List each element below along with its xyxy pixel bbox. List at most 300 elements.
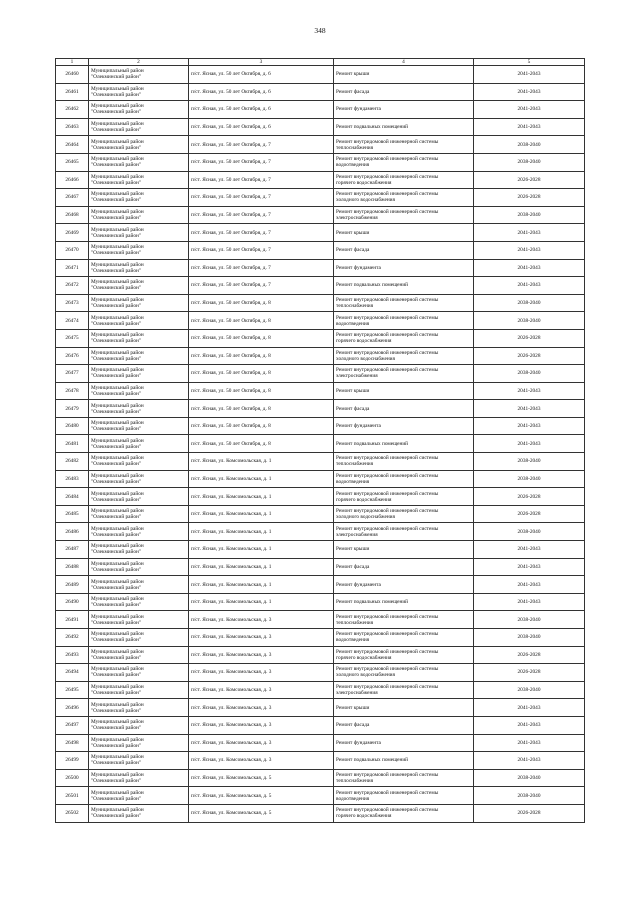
work-type-cell: [334, 787, 474, 805]
municipality-line: Муниципальный район: [91, 384, 144, 391]
municipality-cell: [89, 611, 189, 629]
municipality-cell: [89, 66, 189, 84]
municipality-line: "Олекминский район": [91, 531, 141, 538]
address-cell: п/ст. Ясная, ул. 50 лет Октября, д. 8: [189, 400, 334, 418]
work-type-cell: [334, 716, 474, 734]
municipality-cell: [89, 523, 189, 541]
table-row: [56, 523, 585, 541]
municipality-line: "Олекминский район": [91, 267, 141, 274]
row-number: 26483: [56, 470, 89, 488]
municipality-line: "Олекминский район": [91, 285, 141, 292]
address-cell: п/ст. Ясная, ул. 50 лет Октября, д. 8: [189, 329, 334, 347]
row-number: 26502: [56, 804, 89, 822]
municipality-line: Муниципальный район: [91, 754, 144, 761]
address-cell: п/ст. Ясная, ул. 50 лет Октября, д. 7: [189, 153, 334, 171]
table-row: [56, 769, 585, 787]
work-type-cell: [334, 523, 474, 541]
term-cell: 2038-2040: [474, 611, 585, 629]
work-type-line: теплоснабжения: [336, 778, 374, 785]
work-type-cell: [334, 329, 474, 347]
row-number: 26492: [56, 629, 89, 647]
table-row: [56, 329, 585, 347]
municipality-line: "Олекминский район": [91, 778, 141, 785]
municipality-cell: [89, 435, 189, 453]
work-type-line: Ремонт фасада: [336, 405, 370, 412]
work-type-line: теплоснабжения: [336, 303, 374, 310]
work-type-cell: [334, 488, 474, 506]
row-number: 26496: [56, 699, 89, 717]
municipality-line: Муниципальный район: [91, 244, 144, 251]
municipality-cell: [89, 189, 189, 207]
term-cell: 2041-2043: [474, 734, 585, 752]
work-type-line: горячего водоснабжения: [336, 496, 392, 503]
work-type-line: водоотведения: [336, 478, 370, 485]
table-row: [56, 611, 585, 629]
work-type-line: Ремонт подвальных помещений: [336, 757, 408, 764]
address-cell: п/ст. Ясная, ул. 50 лет Октября, д. 6: [189, 101, 334, 119]
table-row: [56, 101, 585, 119]
municipality-cell: [89, 629, 189, 647]
row-number: 26487: [56, 541, 89, 559]
work-type-line: электроснабжения: [336, 531, 378, 538]
row-number: 26462: [56, 101, 89, 119]
work-type-cell: [334, 699, 474, 717]
municipality-line: Муниципальный район: [91, 279, 144, 286]
work-type-line: горячего водоснабжения: [336, 654, 392, 661]
row-number: 26497: [56, 716, 89, 734]
term-cell: 2041-2043: [474, 224, 585, 242]
column-header: 2: [89, 59, 189, 66]
row-number: 26498: [56, 734, 89, 752]
address-cell: п/ст. Ясная, ул. Комсомольская, д. 1: [189, 505, 334, 523]
municipality-line: "Олекминский район": [91, 813, 141, 820]
term-cell: 2038-2040: [474, 629, 585, 647]
address-cell: п/ст. Ясная, ул. Комсомольская, д. 1: [189, 558, 334, 576]
row-number: 26501: [56, 787, 89, 805]
municipality-line: Муниципальный район: [91, 156, 144, 163]
municipality-line: "Олекминский район": [91, 179, 141, 186]
municipality-cell: [89, 576, 189, 594]
work-type-line: водоотведения: [336, 320, 370, 327]
address-cell: п/ст. Ясная, ул. 50 лет Октября, д. 7: [189, 224, 334, 242]
table-row: [56, 576, 585, 594]
term-cell: 2041-2043: [474, 576, 585, 594]
row-number: 26461: [56, 83, 89, 101]
municipality-line: "Олекминский район": [91, 566, 141, 573]
municipality-line: "Олекминский район": [91, 215, 141, 222]
address-cell: п/ст. Ясная, ул. Комсомольская, д. 3: [189, 752, 334, 770]
address-cell: п/ст. Ясная, ул. Комсомольская, д. 3: [189, 611, 334, 629]
term-cell: 2041-2043: [474, 277, 585, 295]
work-type-cell: [334, 241, 474, 259]
municipality-line: Муниципальный район: [91, 455, 144, 462]
municipality-line: Муниципальный район: [91, 631, 144, 638]
address-cell: п/ст. Ясная, ул. Комсомольская, д. 3: [189, 664, 334, 682]
address-cell: п/ст. Ясная, ул. Комсомольская, д. 1: [189, 453, 334, 471]
term-cell: 2041-2043: [474, 259, 585, 277]
address-cell: п/ст. Ясная, ул. Комсомольская, д. 1: [189, 470, 334, 488]
municipality-line: Муниципальный район: [91, 578, 144, 585]
address-cell: п/ст. Ясная, ул. Комсомольская, д. 3: [189, 699, 334, 717]
work-type-cell: [334, 541, 474, 559]
row-number: 26476: [56, 347, 89, 365]
table-row: [56, 593, 585, 611]
work-type-cell: [334, 153, 474, 171]
table-row: [56, 787, 585, 805]
work-type-line: Ремонт внутридомовой инженерной системы: [336, 332, 439, 339]
municipality-line: Муниципальный район: [91, 367, 144, 374]
work-type-line: Ремонт внутридомовой инженерной системы: [336, 209, 439, 216]
municipality-line: "Олекминский район": [91, 742, 141, 749]
work-type-cell: [334, 189, 474, 207]
work-type-line: Ремонт внутридомовой инженерной системы: [336, 684, 439, 691]
row-number: 26485: [56, 505, 89, 523]
work-type-cell: [334, 593, 474, 611]
address-cell: п/ст. Ясная, ул. 50 лет Октября, д. 7: [189, 259, 334, 277]
work-type-line: Ремонт внутридомовой инженерной системы: [336, 156, 439, 163]
table-row: [56, 699, 585, 717]
municipality-cell: [89, 312, 189, 330]
municipality-line: Муниципальный район: [91, 226, 144, 233]
municipality-cell: [89, 734, 189, 752]
address-cell: п/ст. Ясная, ул. Комсомольская, д. 3: [189, 629, 334, 647]
address-cell: п/ст. Ясная, ул. 50 лет Октября, д. 7: [189, 189, 334, 207]
work-type-cell: [334, 66, 474, 84]
municipality-line: Муниципальный район: [91, 314, 144, 321]
address-cell: п/ст. Ясная, ул. 50 лет Октября, д. 7: [189, 277, 334, 295]
work-type-cell: [334, 347, 474, 365]
address-cell: п/ст. Ясная, ул. 50 лет Октября, д. 8: [189, 417, 334, 435]
address-cell: п/ст. Ясная, ул. 50 лет Октября, д. 6: [189, 83, 334, 101]
term-cell: 2026-2028: [474, 646, 585, 664]
address-cell: п/ст. Ясная, ул. 50 лет Октября, д. 6: [189, 66, 334, 84]
municipality-cell: [89, 646, 189, 664]
work-type-line: холодного водоснабжения: [336, 672, 395, 679]
work-type-cell: [334, 769, 474, 787]
table-row: [56, 365, 585, 383]
row-number: 26494: [56, 664, 89, 682]
capital-repair-table: [55, 58, 585, 823]
work-type-line: горячего водоснабжения: [336, 179, 392, 186]
work-type-cell: [334, 294, 474, 312]
table-row: [56, 558, 585, 576]
work-type-line: Ремонт фундамента: [336, 106, 381, 113]
table-row: [56, 312, 585, 330]
work-type-cell: [334, 118, 474, 136]
work-type-line: Ремонт фундамента: [336, 423, 381, 430]
term-cell: 2041-2043: [474, 699, 585, 717]
table-row: [56, 505, 585, 523]
table-row: [56, 752, 585, 770]
table-row: [56, 804, 585, 822]
work-type-line: холодного водоснабжения: [336, 514, 395, 521]
table-row: [56, 347, 585, 365]
municipality-line: "Олекминский район": [91, 355, 141, 362]
address-cell: п/ст. Ясная, ул. 50 лет Октября, д. 7: [189, 171, 334, 189]
municipality-line: Муниципальный район: [91, 297, 144, 304]
table-row: [56, 734, 585, 752]
work-type-line: Ремонт внутридомовой инженерной системы: [336, 367, 439, 374]
address-cell: п/ст. Ясная, ул. Комсомольская, д. 1: [189, 488, 334, 506]
work-type-line: Ремонт внутридомовой инженерной системы: [336, 138, 439, 145]
work-type-line: Ремонт фасада: [336, 247, 370, 254]
row-number: 26471: [56, 259, 89, 277]
address-cell: п/ст. Ясная, ул. Комсомольская, д. 5: [189, 804, 334, 822]
work-type-line: Ремонт внутридомовой инженерной системы: [336, 789, 439, 796]
term-cell: 2038-2040: [474, 453, 585, 471]
municipality-line: Муниципальный район: [91, 508, 144, 515]
address-cell: п/ст. Ясная, ул. Комсомольская, д. 3: [189, 716, 334, 734]
municipality-line: "Олекминский район": [91, 549, 141, 556]
row-number: 26466: [56, 171, 89, 189]
municipality-line: Муниципальный район: [91, 613, 144, 620]
work-type-line: Ремонт внутридомовой инженерной системы: [336, 472, 439, 479]
row-number: 26500: [56, 769, 89, 787]
address-cell: п/ст. Ясная, ул. 50 лет Октября, д. 8: [189, 382, 334, 400]
work-type-line: Ремонт подвальных помещений: [336, 599, 408, 606]
column-header: 4: [334, 59, 474, 66]
row-number: 26480: [56, 417, 89, 435]
municipality-line: Муниципальный район: [91, 68, 144, 75]
municipality-cell: [89, 804, 189, 822]
municipality-line: "Олекминский район": [91, 390, 141, 397]
work-type-cell: [334, 664, 474, 682]
work-type-line: электроснабжения: [336, 690, 378, 697]
municipality-line: Муниципальный район: [91, 736, 144, 743]
municipality-line: Муниципальный район: [91, 85, 144, 92]
row-number: 26488: [56, 558, 89, 576]
municipality-line: "Олекминский район": [91, 144, 141, 151]
work-type-line: водоотведения: [336, 637, 370, 644]
row-number: 26478: [56, 382, 89, 400]
table-row: [56, 664, 585, 682]
table-row: [56, 400, 585, 418]
table-row: [56, 189, 585, 207]
work-type-line: электроснабжения: [336, 215, 378, 222]
municipality-line: Муниципальный район: [91, 349, 144, 356]
work-type-line: горячего водоснабжения: [336, 338, 392, 345]
work-type-line: Ремонт внутридомовой инженерной системы: [336, 807, 439, 814]
row-number: 26473: [56, 294, 89, 312]
term-cell: 2041-2043: [474, 118, 585, 136]
table-row: [56, 171, 585, 189]
row-number: 26481: [56, 435, 89, 453]
term-cell: 2041-2043: [474, 716, 585, 734]
row-number: 26489: [56, 576, 89, 594]
row-number: 26463: [56, 118, 89, 136]
municipality-line: "Олекминский район": [91, 496, 141, 503]
row-number: 26464: [56, 136, 89, 154]
municipality-cell: [89, 752, 189, 770]
work-type-cell: [334, 224, 474, 242]
work-type-line: Ремонт фундамента: [336, 264, 381, 271]
term-cell: 2038-2040: [474, 681, 585, 699]
column-header: 3: [189, 59, 334, 66]
row-number: 26486: [56, 523, 89, 541]
address-cell: п/ст. Ясная, ул. 50 лет Октября, д. 8: [189, 347, 334, 365]
work-type-cell: [334, 576, 474, 594]
table-header: [56, 59, 585, 66]
term-cell: 2041-2043: [474, 593, 585, 611]
term-cell: 2041-2043: [474, 541, 585, 559]
municipality-line: Муниципальный район: [91, 701, 144, 708]
column-header: 5: [474, 59, 585, 66]
term-cell: 2038-2040: [474, 136, 585, 154]
column-header: 1: [56, 59, 89, 66]
municipality-cell: [89, 365, 189, 383]
work-type-cell: [334, 558, 474, 576]
term-cell: 2038-2040: [474, 206, 585, 224]
table-row: [56, 417, 585, 435]
table-row: [56, 681, 585, 699]
work-type-line: Ремонт внутридомовой инженерной системы: [336, 631, 439, 638]
row-number: 26491: [56, 611, 89, 629]
work-type-cell: [334, 400, 474, 418]
term-cell: 2041-2043: [474, 66, 585, 84]
term-cell: 2038-2040: [474, 365, 585, 383]
work-type-line: водоотведения: [336, 162, 370, 169]
row-number: 26472: [56, 277, 89, 295]
address-cell: п/ст. Ясная, ул. 50 лет Октября, д. 7: [189, 136, 334, 154]
municipality-line: Муниципальный район: [91, 490, 144, 497]
municipality-line: "Олекминский район": [91, 373, 141, 380]
municipality-line: "Олекминский район": [91, 725, 141, 732]
municipality-line: "Олекминский район": [91, 303, 141, 310]
table-row: [56, 382, 585, 400]
municipality-line: "Олекминский район": [91, 408, 141, 415]
municipality-cell: [89, 417, 189, 435]
work-type-cell: [334, 752, 474, 770]
municipality-cell: [89, 505, 189, 523]
municipality-cell: [89, 716, 189, 734]
work-type-line: Ремонт внутридомовой инженерной системы: [336, 349, 439, 356]
term-cell: 2026-2028: [474, 505, 585, 523]
address-cell: п/ст. Ясная, ул. 50 лет Октября, д. 7: [189, 241, 334, 259]
row-number: 26484: [56, 488, 89, 506]
row-number: 26482: [56, 453, 89, 471]
municipality-line: "Олекминский район": [91, 91, 141, 98]
table-row: [56, 646, 585, 664]
term-cell: 2041-2043: [474, 83, 585, 101]
work-type-line: водоотведения: [336, 795, 370, 802]
work-type-line: Ремонт фасада: [336, 563, 370, 570]
municipality-line: "Олекминский район": [91, 654, 141, 661]
table-row: [56, 136, 585, 154]
municipality-line: Муниципальный район: [91, 807, 144, 814]
municipality-cell: [89, 400, 189, 418]
municipality-line: "Олекминский район": [91, 74, 141, 81]
municipality-line: Муниципальный район: [91, 789, 144, 796]
term-cell: 2038-2040: [474, 294, 585, 312]
work-type-cell: [334, 681, 474, 699]
page-number: 348: [314, 26, 326, 35]
work-type-cell: [334, 646, 474, 664]
work-type-line: Ремонт внутридомовой инженерной системы: [336, 613, 439, 620]
municipality-line: Муниципальный район: [91, 525, 144, 532]
address-cell: п/ст. Ясная, ул. 50 лет Октября, д. 8: [189, 294, 334, 312]
municipality-line: Муниципальный район: [91, 596, 144, 603]
table-row: [56, 488, 585, 506]
term-cell: 2026-2028: [474, 329, 585, 347]
table-row: [56, 294, 585, 312]
municipality-line: "Олекминский район": [91, 584, 141, 591]
work-type-line: Ремонт фасада: [336, 722, 370, 729]
municipality-cell: [89, 593, 189, 611]
municipality-cell: [89, 558, 189, 576]
municipality-cell: [89, 277, 189, 295]
term-cell: 2041-2043: [474, 400, 585, 418]
municipality-line: Муниципальный район: [91, 402, 144, 409]
row-number: 26477: [56, 365, 89, 383]
work-type-line: Ремонт фасада: [336, 88, 370, 95]
municipality-cell: [89, 259, 189, 277]
work-type-line: Ремонт внутридомовой инженерной системы: [336, 173, 439, 180]
work-type-cell: [334, 101, 474, 119]
work-type-cell: [334, 259, 474, 277]
municipality-line: "Олекминский район": [91, 619, 141, 626]
work-type-cell: [334, 470, 474, 488]
table-row: [56, 541, 585, 559]
municipality-line: "Олекминский район": [91, 690, 141, 697]
municipality-line: "Олекминский район": [91, 426, 141, 433]
table-body: [56, 66, 585, 823]
table-row: [56, 153, 585, 171]
municipality-line: Муниципальный район: [91, 103, 144, 110]
municipality-line: "Олекминский район": [91, 461, 141, 468]
work-type-line: Ремонт внутридомовой инженерной системы: [336, 648, 439, 655]
municipality-cell: [89, 453, 189, 471]
work-type-line: Ремонт внутридомовой инженерной системы: [336, 772, 439, 779]
municipality-cell: [89, 83, 189, 101]
term-cell: 2026-2028: [474, 347, 585, 365]
address-cell: п/ст. Ясная, ул. 50 лет Октября, д. 8: [189, 435, 334, 453]
row-number: 26468: [56, 206, 89, 224]
address-cell: п/ст. Ясная, ул. Комсомольская, д. 5: [189, 769, 334, 787]
work-type-cell: [334, 136, 474, 154]
municipality-line: Муниципальный район: [91, 543, 144, 550]
work-type-line: теплоснабжения: [336, 461, 374, 468]
term-cell: 2026-2028: [474, 171, 585, 189]
address-cell: п/ст. Ясная, ул. 50 лет Октября, д. 8: [189, 365, 334, 383]
work-type-line: Ремонт внутридомовой инженерной системы: [336, 297, 439, 304]
work-type-line: теплоснабжения: [336, 619, 374, 626]
municipality-cell: [89, 769, 189, 787]
table-row: [56, 241, 585, 259]
municipality-line: "Олекминский район": [91, 707, 141, 714]
work-type-line: Ремонт внутридомовой инженерной системы: [336, 191, 439, 198]
municipality-line: "Олекминский район": [91, 443, 141, 450]
municipality-cell: [89, 206, 189, 224]
municipality-line: Муниципальный район: [91, 684, 144, 691]
address-cell: п/ст. Ясная, ул. 50 лет Октября, д. 7: [189, 206, 334, 224]
municipality-line: Муниципальный район: [91, 209, 144, 216]
work-type-cell: [334, 206, 474, 224]
table-row: [56, 118, 585, 136]
municipality-line: "Олекминский район": [91, 637, 141, 644]
work-type-line: Ремонт внутридомовой инженерной системы: [336, 525, 439, 532]
table-row: [56, 66, 585, 84]
term-cell: 2038-2040: [474, 787, 585, 805]
row-number: 26495: [56, 681, 89, 699]
municipality-line: Муниципальный район: [91, 648, 144, 655]
municipality-line: Муниципальный район: [91, 719, 144, 726]
municipality-line: Муниципальный район: [91, 666, 144, 673]
table-row: [56, 716, 585, 734]
municipality-line: "Олекминский район": [91, 514, 141, 521]
term-cell: 2041-2043: [474, 382, 585, 400]
municipality-line: "Олекминский район": [91, 162, 141, 169]
municipality-line: Муниципальный район: [91, 138, 144, 145]
